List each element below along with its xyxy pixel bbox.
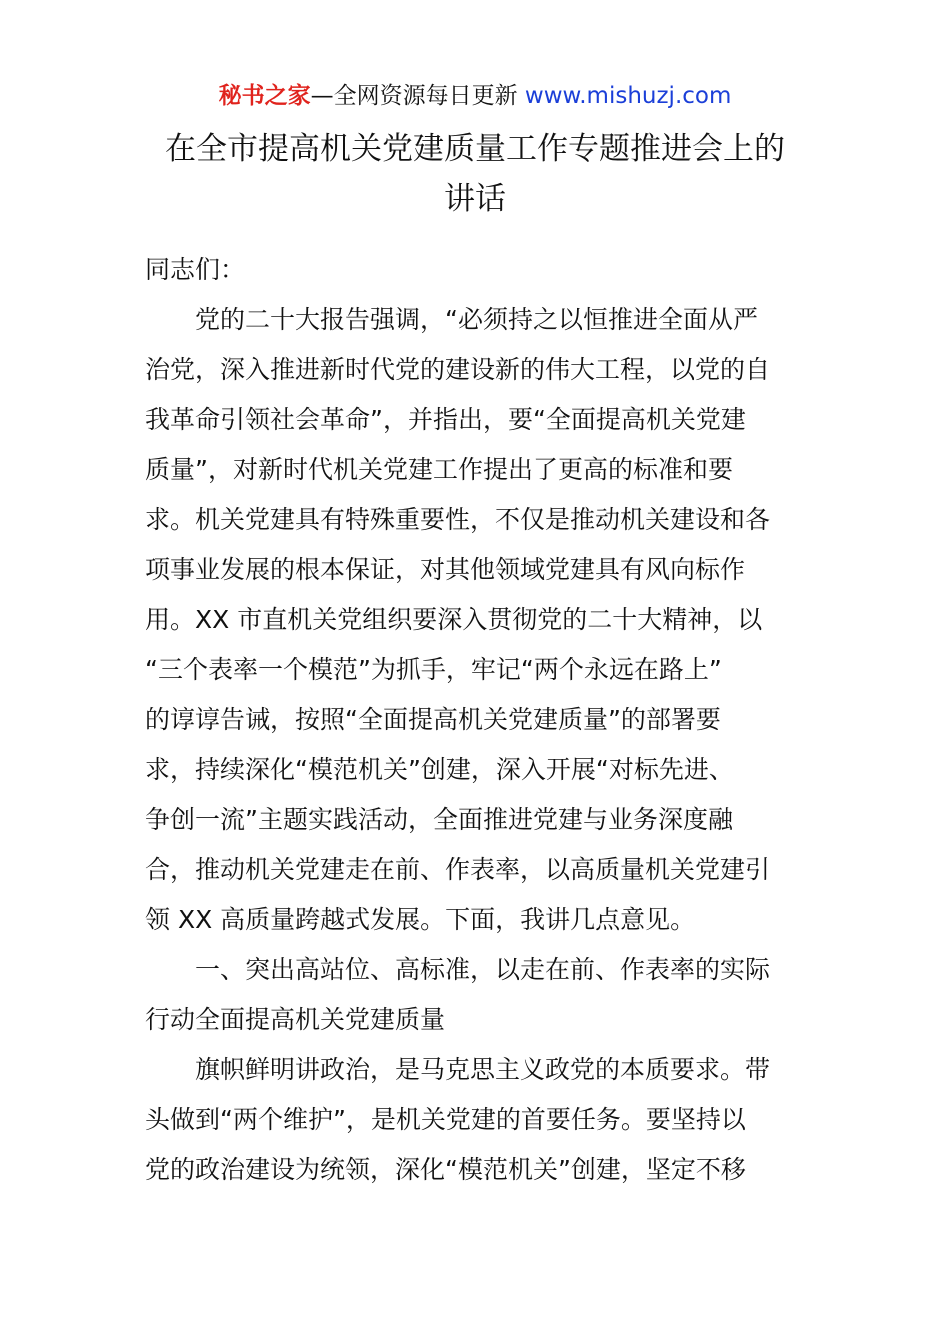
paragraph-line: 争创一流”主题实践活动，全面推进党建与业务深度融 <box>145 805 733 834</box>
title-line-2: 讲话 <box>444 181 506 217</box>
document-body <box>145 245 807 1195</box>
paragraph-line: 党的政治建设为统领，深化“模范机关”创建，坚定不移 <box>145 1155 746 1184</box>
paragraph-line: 我革命引领社会革命”，并指出，要“全面提高机关党建 <box>145 405 746 434</box>
paragraph-line: 求，持续深化“模范机关”创建，深入开展“对标先进、 <box>145 755 734 784</box>
paragraph-line: 合，推动机关党建走在前、作表率，以高质量机关党建引 <box>145 855 771 884</box>
paragraph-line: 求。机关党建具有特殊重要性，不仅是推动机关建设和各 <box>145 505 771 534</box>
paragraph-line: “三个表率一个模范”为抓手，牢记“两个永远在路上” <box>145 655 722 684</box>
section-heading-line: 行动全面提高机关党建质量 <box>145 1005 446 1034</box>
header-tagline: —全网资源每日更新 <box>310 83 525 109</box>
site-url-link[interactable]: www.mishuzj.com <box>524 83 732 109</box>
paragraph-line: 领 XX 高质量跨越式发展。下面，我讲几点意见。 <box>145 905 696 934</box>
paragraph-line: 治党，深入推进新时代党的建设新的伟大工程，以党的自 <box>145 355 771 384</box>
salutation: 同志们： <box>145 255 246 284</box>
brand-name: 秘书之家 <box>218 83 311 109</box>
paragraph-line: 头做到“两个维护”，是机关党建的首要任务。要坚持以 <box>145 1105 746 1134</box>
title-line-1: 在全市提高机关党建质量工作专题推进会上的 <box>165 131 785 167</box>
paragraph-line: 党的二十大报告强调，“必须持之以恒推进全面从严 <box>195 305 758 334</box>
paragraph-line: 质量”，对新时代机关党建工作提出了更高的标准和要 <box>145 455 733 484</box>
paragraph-line: 用。XX 市直机关党组织要深入贯彻党的二十大精神，以 <box>145 605 763 634</box>
paragraph-line: 的谆谆告诫，按照“全面提高机关党建质量”的部署要 <box>145 705 721 734</box>
paragraph-line: 项事业发展的根本保证，对其他领域党建具有风向标作 <box>145 555 746 584</box>
site-header-banner <box>0 80 950 112</box>
document-title <box>120 124 830 224</box>
paragraph-line: 旗帜鲜明讲政治，是马克思主义政党的本质要求。带 <box>195 1055 771 1084</box>
section-heading-line: 一、突出高站位、高标准，以走在前、作表率的实际 <box>195 955 771 984</box>
